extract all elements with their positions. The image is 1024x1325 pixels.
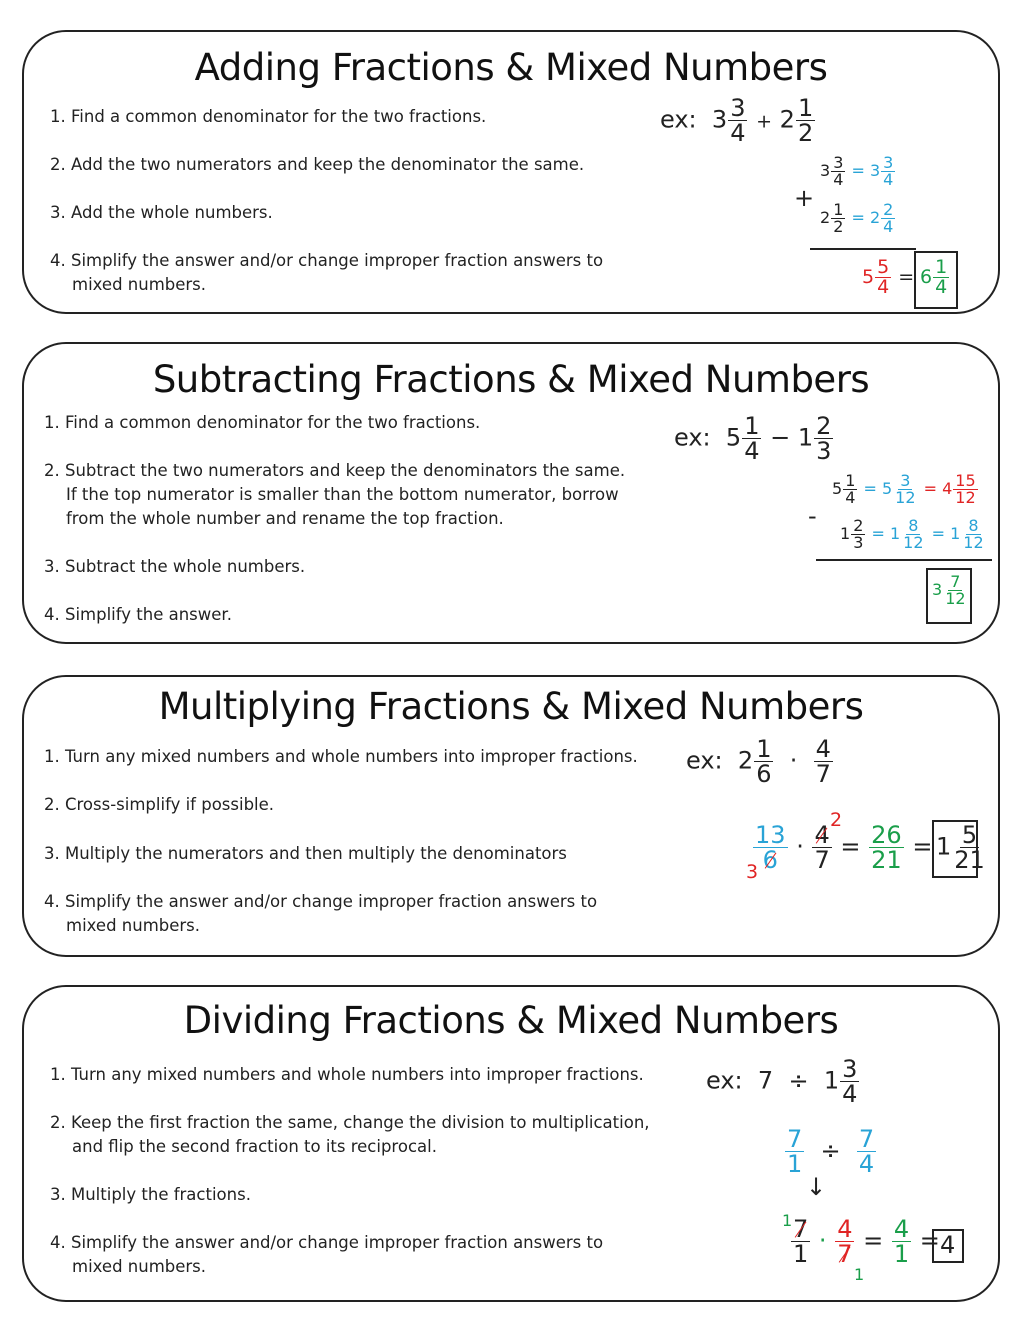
subtracting-difference-line <box>816 559 992 561</box>
dividing-card <box>22 985 1000 1302</box>
subtracting-card <box>22 342 1000 644</box>
example-label: ex: <box>706 1066 743 1095</box>
subtracting-work-row-2: 1 $\frac{2}{3}$ = 1 $\frac{8}{12}$ = 1 $\frac{8}{12}$ <box>840 516 984 552</box>
dividing-cancel-num: 1 <box>782 1211 793 1230</box>
adding-example-problem <box>660 96 816 145</box>
adding-step-4-cont: mixed numbers. <box>72 275 207 294</box>
multiplying-title: Multiplying Fractions & Mixed Numbers <box>158 685 864 728</box>
multiplying-step-2: 2. Cross-simplify if possible. <box>44 795 275 814</box>
subtracting-minus-sign: - <box>808 502 817 530</box>
multiplying-step-4-cont: mixed numbers. <box>66 916 201 935</box>
multiplying-cancel-num: 2 <box>830 809 843 831</box>
adding-step-1: 1. Find a common denominator for the two fractions. <box>50 107 487 126</box>
multiplying-example-problem: ex: 2 $\frac{1}{6}$ · $\frac{4}{7}$ <box>686 735 831 788</box>
multiplying-card <box>22 675 1000 957</box>
adding-answer: 6 $\frac{1}{4}$ <box>920 256 948 298</box>
dividing-reciprocal-step: $\frac{7}{1}$ ÷ $\frac{7}{4}$ <box>787 1125 875 1178</box>
multiplying-step-3: 3. Multiply the numerators and then multiply the denominators <box>44 844 567 863</box>
subtracting-step-1: 1. Find a common denominator for the two fractions. <box>44 413 481 432</box>
dividing-step-2-cont: and flip the second fraction to its reciprocal. <box>72 1137 437 1156</box>
multiplying-cancel-den: 3 <box>746 861 759 883</box>
adding-result: 5 $\frac{5}{4}$ = <box>862 256 915 298</box>
subtracting-step-2-cont-2: from the whole number and rename the top fraction. <box>66 509 504 528</box>
dividing-title: Dividing Fractions & Mixed Numbers <box>183 999 839 1042</box>
dividing-answer: 4 <box>940 1231 956 1259</box>
subtracting-step-4: 4. Simplify the answer. <box>44 605 232 624</box>
multiplying-step-4: 4. Simplify the answer and/or change improper fraction answers to <box>44 892 598 911</box>
adding-step-3: 3. Add the whole numbers. <box>50 203 273 222</box>
subtracting-title: Subtracting Fractions & Mixed Numbers <box>152 358 870 401</box>
adding-title: Adding Fractions & Mixed Numbers <box>194 46 828 89</box>
dividing-step-4-cont: mixed numbers. <box>72 1257 207 1276</box>
dividing-step-3: 3. Multiply the fractions. <box>50 1185 251 1204</box>
fraction: $\frac{3}{4}$ <box>730 94 746 147</box>
adding-work-row-2: 2 $\frac{1}{2}$ = 2 $\frac{2}{4}$ <box>820 200 894 236</box>
subtracting-step-2: 2. Subtract the two numerators and keep the denominators the same. <box>44 461 626 480</box>
subtracting-step-3: 3. Subtract the whole numbers. <box>44 557 306 576</box>
adding-step-2: 2. Add the two numerators and keep the denominator the same. <box>50 155 585 174</box>
whole: 3 <box>711 105 728 134</box>
multiplying-step-1: 1. Turn any mixed numbers and whole numbers into improper fractions. <box>44 747 638 766</box>
multiplying-answer: 1 $\frac{5}{21}$ <box>936 821 985 874</box>
subtracting-example-problem: ex: 5 $\frac{1}{4}$ − 1 $\frac{2}{3}$ <box>674 412 832 465</box>
subtracting-answer: 3 $\frac{7}{12}$ <box>932 572 966 608</box>
operator: ÷ <box>788 1066 809 1095</box>
dividing-multiply-step: $\frac{7}{1}$ · $\frac{4}{7}$ = $\frac{4}{1}$ = <box>793 1215 940 1268</box>
adding-card <box>22 30 1000 314</box>
adding-sum-line <box>810 248 916 250</box>
adding-plus-sign: + <box>794 184 815 212</box>
example-label: ex: <box>660 105 697 134</box>
dividing-step-4: 4. Simplify the answer and/or change improper fraction answers to <box>50 1233 604 1252</box>
adding-work-row-1: 3 $\frac{3}{4}$ = 3 $\frac{3}{4}$ <box>820 153 894 189</box>
whole: 2 <box>779 105 795 134</box>
dividing-example-problem: ex: 7 ÷ 1 $\frac{3}{4}$ <box>706 1055 858 1108</box>
operator: − <box>770 423 791 452</box>
operator: + <box>756 110 773 133</box>
subtracting-work-row-1: 5 $\frac{1}{4}$ = 5 $\frac{3}{12}$ = 4 $\frac{15}{12}$ <box>832 471 976 507</box>
dividing-step-1: 1. Turn any mixed numbers and whole numbers into improper fractions. <box>50 1065 644 1084</box>
adding-step-4: 4. Simplify the answer and/or change improper fraction answers to <box>50 251 604 270</box>
dividing-step-2: 2. Keep the first fraction the same, change the division to multiplication, <box>50 1113 650 1132</box>
subtracting-step-2-cont-1: If the top numerator is smaller than the bottom numerator, borrow <box>66 485 619 504</box>
dividing-arrow-icon: ↓ <box>806 1173 827 1201</box>
fraction: $\frac{1}{2}$ <box>797 94 814 147</box>
example-label: ex: <box>674 423 711 452</box>
operator: · <box>789 746 798 775</box>
example-label: ex: <box>686 746 723 775</box>
dividing-cancel-den: 1 <box>854 1265 865 1284</box>
multiplying-work: $\frac{13}{6}$ · $\frac{4}{7}$ = $\frac{26}{21}$ = <box>755 821 933 874</box>
